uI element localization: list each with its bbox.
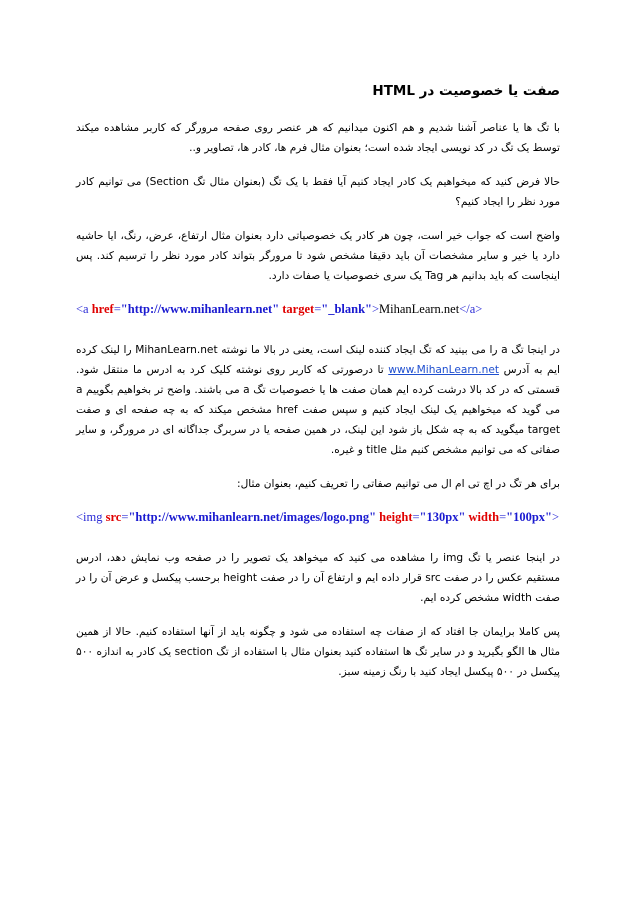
code2-eq-3: = [499,510,507,524]
inline-code-tag: Tag [425,270,444,282]
paragraph-intro: با تگ ها یا عناصر آشنا شدیم و هم اکنون میدانیم که هر عنصر روی صفحه مرورگر که کاربر مشاهده میکند توسط یک تگ در کد نویسی ایجاد شده است؛ بعنوان مثال فرم ها، کادر ها، تصاویر و.. [76,122,560,154]
paragraph-answer: واضح است که جواب خیر است، چون هر کادر یک خصوصیاتی دارد بعنوان مثال ارتفاع، عرض، رنگ، ایا حاشیه دارد یا خیر و سایر مشخصات آن باید دقیقا مشخص شود تا مرورگر بتواند کادر مورد نظر را ترسیم کند. پس اینجاست که باید بدانیم هر Tag یک سری خصوصیات یا صفات دارد. [76,230,560,282]
code-example-img: <img src="http://www.mihanlearn.net/images/logo.png" height="130px" width="100px"> [76,510,560,524]
paragraph-exercise: پس کاملا برایمان جا افتاد که از صفات چه استفاده می شود و چگونه باید از آنها استفاده کنیم. حالا از همین مثال ها الگو بگیرید و در سایر تگ ها استفاده کنید بعنوان مثال با استفاده از تگ section یک کادر به اندازه ۵۰۰ پیکسل در ۵۰۰ پیکسل ایجاد کنید با رنگ زمینه سبز. [76,626,560,678]
code-example-anchor: <a href="http://www.mihanlearn.net" target="_blank">MihanLearn.net</a> [76,302,483,316]
code2-eq-2: = [412,510,420,524]
mihanlearn-link[interactable]: www.MihanLearn.net [388,364,500,376]
page-title: صفت یا خصوصیت در HTML [372,83,560,99]
paragraph-anchor-explanation: در اینجا تگ a را می بینید که تگ ایجاد کننده لینک است، یعنی در بالا ما نوشته MihanLearn.net را لینک کرده ایم به آدرس www.MihanLearn.net تا درصورتی که کاربر روی نوشته کلیک کرد به ادرس ما منتقل شود. قسمتی که در کد بالا درشت کرده ایم همان صفت ها یا خصوصیات تگ a می باشند. واضح تر بخواهیم بگوییم a می گوید که میخواهیم یک لینک ایجاد کنیم و سپس صفت href مشخص میکند که به چه صفحه ای و صفت target میگوید که به چه شکل باز شود این لینک، در همین صفحه یا در سربرگ جداگانه ای در مرورگر، و سایر صفاتی که می توانیم مشخص کنیم مثل title و غیره. [76,344,561,456]
paragraph-example-intro: برای هر تگ در اچ تی ام ال می توانیم صفاتی را تعریف کنیم، بعنوان مثال: [237,478,560,490]
inline-code-section: Section [149,176,189,188]
paragraph-img-explanation: در اینجا عنصر یا تگ img را مشاهده می کنید که میخواهد یک تصویر را در صفحه وب نمایش دهد، ادرس مستقیم عکس را در صفت src قرار داده ایم و ارتفاع آن را در صفت height برحسب پیکسل و عرض آن را در صفت width مشخص کرده ایم. [76,552,561,604]
code-eq-2: = [314,302,322,316]
paragraph-question: حالا فرض کنید که میخواهیم یک کادر ایجاد کنیم آیا فقط با یک تگ (بعنوان مثال تگ Section) می توانیم کادر مورد نظر را ایجاد کنیم؟ [76,176,561,208]
